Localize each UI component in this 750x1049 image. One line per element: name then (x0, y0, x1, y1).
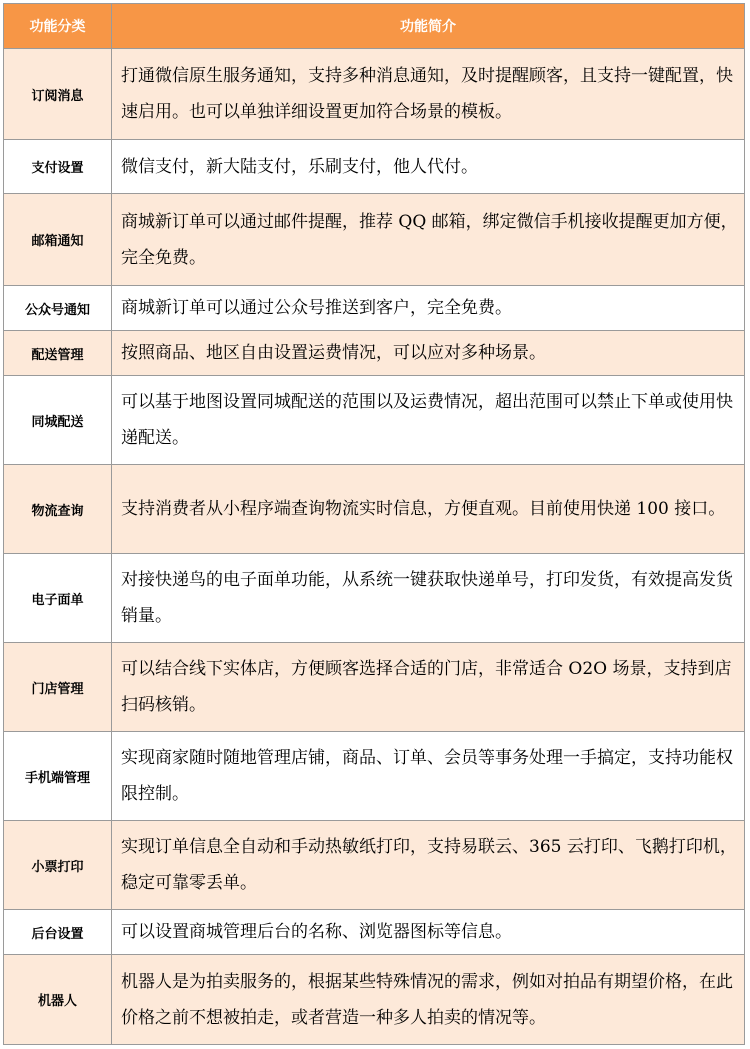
table-row (4, 140, 745, 194)
table-row (4, 910, 745, 955)
category-cell: 邮箱通知 (4, 194, 112, 286)
table-row (4, 643, 745, 732)
category-cell: 手机端管理 (4, 732, 112, 821)
description-cell: 打通微信原生服务通知，支持多种消息通知，及时提醒顾客，且支持一键配置，快速启用。也可以单独详细设置更加符合场景的模板。 (112, 49, 745, 140)
table-header-row (4, 4, 745, 49)
description-cell: 支持消费者从小程序端查询物流实时信息，方便直观。目前使用快递 100 接口。 (112, 465, 745, 554)
description-cell: 实现商家随时随地管理店铺，商品、订单、会员等事务处理一手搞定，支持功能权限控制。 (112, 732, 745, 821)
table-row (4, 194, 745, 286)
category-cell: 物流查询 (4, 465, 112, 554)
description-cell: 商城新订单可以通过邮件提醒，推荐 QQ 邮箱，绑定微信手机接收提醒更加方便，完全免费。 (112, 194, 745, 286)
header-category: 功能分类 (4, 4, 112, 49)
description-cell: 商城新订单可以通过公众号推送到客户，完全免费。 (112, 286, 745, 331)
description-cell: 微信支付，新大陆支付，乐刷支付，他人代付。 (112, 140, 745, 194)
description-cell: 按照商品、地区自由设置运费情况，可以应对多种场景。 (112, 331, 745, 376)
table-row (4, 286, 745, 331)
description-cell: 机器人是为拍卖服务的，根据某些特殊情况的需求，例如对拍品有期望价格，在此价格之前不想被拍走，或者营造一种多人拍卖的情况等。 (112, 955, 745, 1045)
feature-table (3, 3, 745, 1045)
description-cell: 可以结合线下实体店，方便顾客选择合适的门店，非常适合 O2O 场景，支持到店扫码核销。 (112, 643, 745, 732)
description-cell: 可以设置商城管理后台的名称、浏览器图标等信息。 (112, 910, 745, 955)
category-cell: 后台设置 (4, 910, 112, 955)
category-cell: 支付设置 (4, 140, 112, 194)
description-cell: 可以基于地图设置同城配送的范围以及运费情况，超出范围可以禁止下单或使用快递配送。 (112, 376, 745, 465)
table-row (4, 821, 745, 910)
table-row (4, 376, 745, 465)
table-row (4, 955, 745, 1045)
table-row (4, 732, 745, 821)
category-cell: 电子面单 (4, 554, 112, 643)
category-cell: 小票打印 (4, 821, 112, 910)
header-description: 功能简介 (112, 4, 745, 49)
description-cell: 实现订单信息全自动和手动热敏纸打印，支持易联云、365 云打印、飞鹅打印机，稳定可靠零丢单。 (112, 821, 745, 910)
table-row (4, 49, 745, 140)
category-cell: 配送管理 (4, 331, 112, 376)
table-row (4, 554, 745, 643)
category-cell: 同城配送 (4, 376, 112, 465)
table-row (4, 465, 745, 554)
category-cell: 订阅消息 (4, 49, 112, 140)
category-cell: 机器人 (4, 955, 112, 1045)
description-cell: 对接快递鸟的电子面单功能，从系统一键获取快递单号，打印发货，有效提高发货销量。 (112, 554, 745, 643)
table-row (4, 331, 745, 376)
category-cell: 公众号通知 (4, 286, 112, 331)
category-cell: 门店管理 (4, 643, 112, 732)
